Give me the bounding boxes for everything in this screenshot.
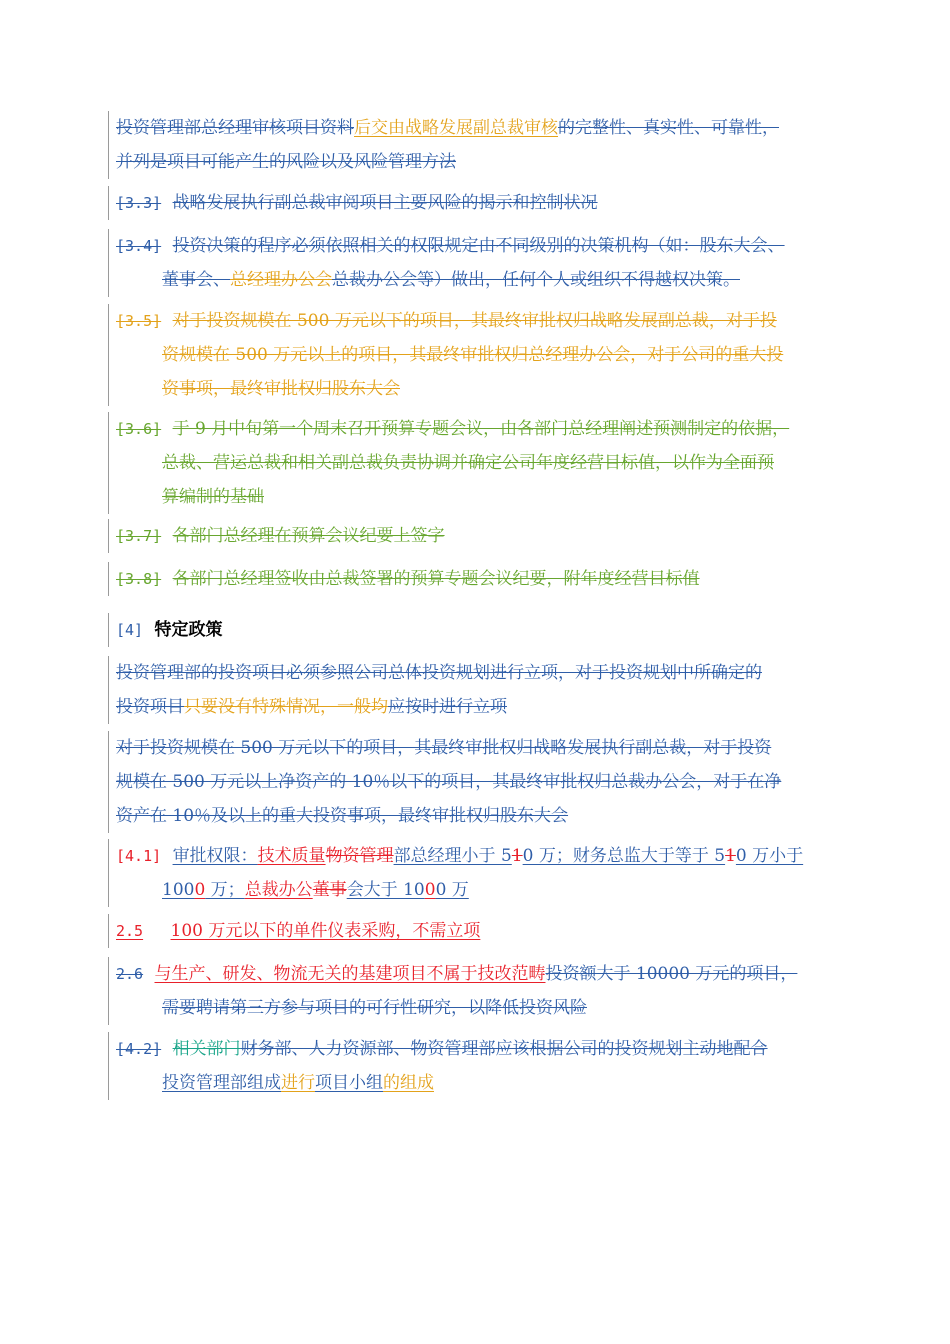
deleted-text: 1 <box>725 846 736 866</box>
paragraph-3-5 <box>108 304 878 406</box>
paragraph-review-project-data <box>108 111 878 179</box>
inserted-text: 会大于 10 <box>346 880 425 900</box>
inserted-text: 100 万元以下的单件仪表采购，不需立项 <box>170 921 481 941</box>
deleted-text: 董事会、 <box>162 270 230 290</box>
paragraph-3-7 <box>108 519 878 553</box>
inserted-text: 0 万小于 <box>735 846 804 866</box>
inserted-text: 后交由战略发展副总裁审核 <box>354 118 558 138</box>
deleted-text: 于 9 月中旬第一个周末召开预算专题会议，由各部门总经理阐述预测制定的依据， <box>172 419 790 439</box>
deleted-text: 应按时进行立项 <box>388 697 507 717</box>
deleted-text: 投资管理部的投资项目必须参照公司总体投资规划进行立项，对于投资规划中所确定的 <box>116 663 762 683</box>
item-number: [3.5] <box>116 312 162 330</box>
deleted-text: 董事 <box>312 880 347 900</box>
heading-title: 特定政策 <box>154 620 223 640</box>
inserted-text: 万； <box>205 880 245 900</box>
deleted-text: 算编制的基础 <box>162 487 264 507</box>
inserted-text: 的组成 <box>383 1073 434 1093</box>
deleted-text: 总经理办公会 <box>230 270 332 290</box>
deleted-text: 资事项，最终审批权归股东大会 <box>162 379 400 399</box>
item-number: [3.4] <box>116 237 162 255</box>
inserted-text: 0 万；财务总监大于等于 5 <box>522 846 726 866</box>
paragraph-3-4 <box>108 229 878 297</box>
deleted-text: 物资管理 <box>325 846 394 866</box>
paragraph-2-5 <box>108 914 878 948</box>
deleted-text: 投资决策的程序必须依照相关的权限规定由不同级别的决策机构（如：股东大会、 <box>172 236 785 256</box>
item-number: [4.2] <box>116 1040 162 1058</box>
inserted-text: 项目小组 <box>315 1073 383 1093</box>
inserted-text: 0 <box>424 880 436 900</box>
deleted-text: 各部门总经理签收由总裁签署的预算专题会议纪要，附年度经营目标值 <box>172 569 700 589</box>
item-number: [4.1] <box>116 847 162 865</box>
item-number: 2.6 <box>116 965 144 983</box>
deleted-text: 各部门总经理在预算会议纪要上签字 <box>172 526 445 546</box>
deleted-text: 总裁、营运总裁和相关副总裁负责协调并确定公司年度经营目标值，以作为全面预 <box>162 453 774 473</box>
inserted-text: 总裁办公 <box>244 880 313 900</box>
deleted-text: 对于投资规模在 500 万元以下的项目，其最终审批权归战略发展执行副总裁，对于投资 <box>116 738 772 758</box>
deleted-text: 战略发展执行副总裁审阅项目主要风险的揭示和控制状况 <box>172 193 598 213</box>
deleted-text: 规模在 500 万元以上净资产的 10％以下的项目，其最终审批权归总裁办公会，对于在净 <box>116 772 782 792</box>
section-heading-4 <box>108 613 878 647</box>
paragraph-investment-planning <box>108 656 878 724</box>
deleted-text: 资产在 10％及以上的重大投资事项，最终审批权归股东大会 <box>116 806 569 826</box>
paragraph-approval-scale <box>108 731 878 833</box>
deleted-text: 相关部门 <box>172 1039 241 1059</box>
item-number: 2.5 <box>116 922 144 940</box>
paragraph-3-3 <box>108 186 878 220</box>
item-number: [3.3] <box>116 194 162 212</box>
inserted-text: 与生产、研发、物流无关的基建项目不属于技改范畴 <box>154 964 546 984</box>
inserted-text: 0 万 <box>435 880 469 900</box>
heading-number: [4] <box>116 621 144 639</box>
deleted-text: 投资管理部总经理审核项目资料 <box>116 118 354 138</box>
inserted-text: 进行 <box>281 1073 315 1093</box>
item-number: [3.6] <box>116 420 162 438</box>
inserted-text: 投资管理部组成 <box>162 1073 281 1093</box>
paragraph-3-8 <box>108 562 878 596</box>
paragraph-4-2 <box>108 1032 878 1100</box>
deleted-text: 投资项目 <box>116 697 184 717</box>
deleted-text: 对于投资规模在 500 万元以下的项目，其最终审批权归战略发展副总裁，对于投 <box>172 311 777 331</box>
deleted-text: 1 <box>511 846 523 866</box>
paragraph-2-6 <box>108 957 878 1025</box>
deleted-text: 需要聘请第三方参与项目的可行性研究，以降低投资风险 <box>162 998 587 1018</box>
item-number: [3.8] <box>116 570 162 588</box>
paragraph-3-6 <box>108 412 878 514</box>
deleted-text: 只要没有特殊情况，一般均 <box>184 697 388 717</box>
inserted-text: 技术质量 <box>257 846 326 866</box>
deleted-text: 总裁办公会等）做出，任何个人或组织不得越权决策。 <box>332 270 740 290</box>
inserted-text: 审批权限： <box>172 846 258 866</box>
deleted-text: 的完整性、真实性、可靠性， <box>558 118 779 138</box>
inserted-text: 0 <box>194 880 206 900</box>
deleted-text: 财务部、人力资源部、物资管理部应该根据公司的投资规划主动地配合 <box>240 1039 768 1059</box>
inserted-text: 部总经理小于 5 <box>393 846 512 866</box>
deleted-text: 投资额大于 10000 万元的项目， <box>545 964 798 984</box>
item-number: [3.7] <box>116 527 162 545</box>
inserted-text: 100 <box>162 880 195 900</box>
deleted-text: 资规模在 500 万元以上的项目，其最终审批权归总经理办公会，对于公司的重大投 <box>162 345 784 365</box>
paragraph-4-1 <box>108 839 878 907</box>
deleted-text: 并列是项目可能产生的风险以及风险管理方法 <box>116 152 456 172</box>
